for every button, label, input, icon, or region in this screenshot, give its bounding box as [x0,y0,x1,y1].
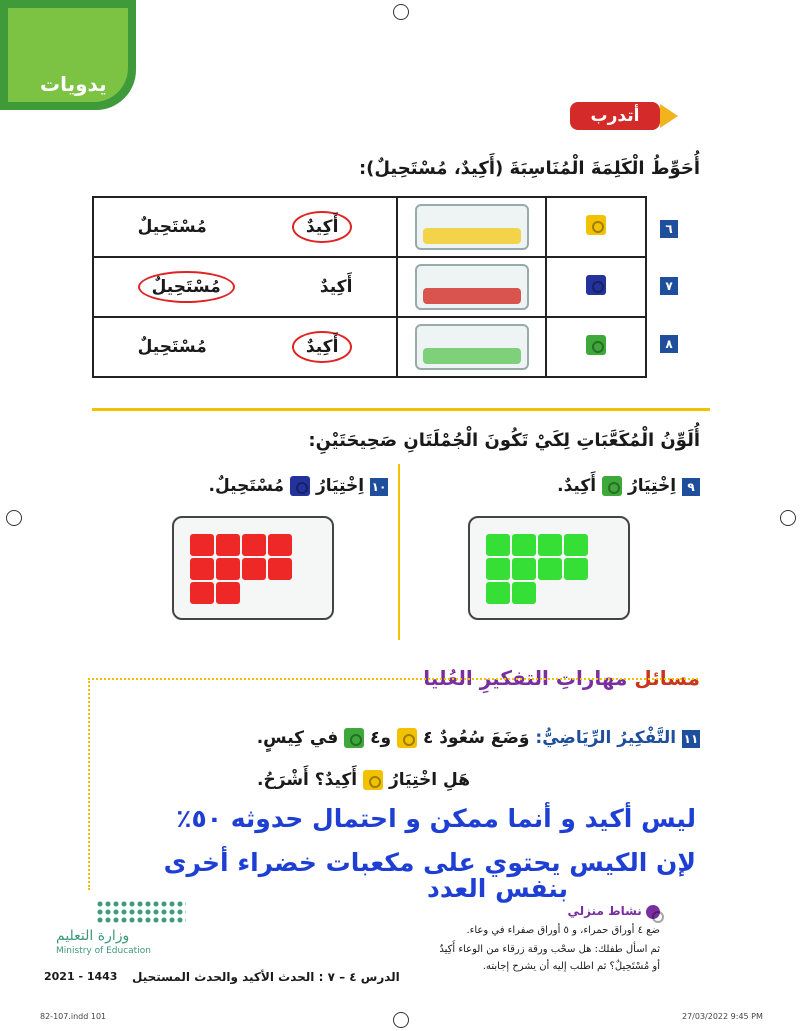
colored-cube [190,558,214,580]
coloring-instruction: أُلَوِّنُ الْمُكَعَّبَاتِ لِكَيْ تَكُونَ الْجُمْلَتَانِ صَحِيحَتَيْنِ: [308,430,700,451]
colored-cube [538,534,562,556]
colored-cube [190,582,214,604]
q10-text-a: اِخْتِيَارُ [315,476,365,496]
q10-line [178,476,388,496]
cube-icon [586,275,606,295]
colored-cube [512,534,536,556]
practice-row [93,257,646,317]
cube-icon [586,215,606,235]
logo-dots-icon [96,900,186,924]
answer-cell [93,257,397,317]
q11-line [220,728,700,748]
registration-mark-icon [6,510,22,526]
word-impossible[interactable]: مُسْتَحِيلٌ [137,337,207,357]
hots-title-a: مسائل [634,666,700,690]
section-divider [92,408,710,411]
word-certain[interactable]: أَكِيدٌ [292,211,352,243]
bag-icon [415,264,529,310]
cube-cell [546,317,646,377]
bag-cell [397,197,546,257]
practice-tag: أتدرب [570,102,660,130]
q9-text-a: اِخْتِيَارُ [627,476,677,496]
hots-dotted-line [88,678,698,680]
home-icon [646,905,660,919]
colored-cube [216,582,240,604]
home-line-2: ثم اسأل طفلك: هل سحْب ورقة زرقاء من الوعاء أَكِيدٌ [439,943,660,955]
colored-cube [512,558,536,580]
green-cube-icon [344,728,364,748]
practice-row [93,197,646,257]
tag-arrow-icon [660,104,678,128]
answer-cell [93,317,397,377]
q11-label: التَّفْكِيرُ الرِّيَاضِيُّ: [535,728,677,748]
colored-cube [216,558,240,580]
colored-cube [538,558,562,580]
cube-cell [546,257,646,317]
home-title: نشاط منزلي [567,904,642,918]
word-certain[interactable]: أَكِيدٌ [292,331,352,363]
colored-cube [190,534,214,556]
q9-text-b: أَكِيدٌ. [557,476,597,496]
hots-title-b: مهاراتِ التفكيرِ العُليا [423,666,628,690]
q9-number: ٩ [682,478,700,496]
question-number: ٧ [660,277,678,295]
handwritten-answer-3: بنفس العدد [427,874,568,903]
vertical-divider [398,464,400,640]
print-file: 82-107.indd 101 [40,1012,107,1021]
cube-cell [546,197,646,257]
handwritten-answer-2: لإن الكيس يحتوي على مكعبات خضراء أخرى [163,848,696,877]
q11-number: ١١ [683,732,699,746]
registration-mark-icon [393,1012,409,1028]
green-cube-icon [602,476,622,496]
question-number: ٨ [660,335,678,353]
word-impossible[interactable]: مُسْتَحِيلٌ [137,217,207,237]
corner-badge [0,0,136,110]
colored-cube [216,534,240,556]
ministry-en: Ministry of Education [56,946,151,956]
colored-cube [486,582,510,604]
colored-cube [242,534,266,556]
colored-cube [564,558,588,580]
colored-cube [268,534,292,556]
practice-instruction: أُحَوِّطُ الْكَلِمَةَ الْمُنَاسِبَةَ (أَكِيدٌ، مُسْتَحِيلٌ): [358,158,700,179]
answer-cell [93,197,397,257]
q10-bag [172,516,334,620]
q10-text-b: مُسْتَحِيلٌ. [208,476,285,496]
q11-text: وَضَعَ سُعُودٌ ٤ [422,728,530,748]
cube-icon [586,335,606,355]
corner-label: يدويات [40,72,107,96]
bag-cell [397,257,546,317]
q11-in-bag: في كِيسٍ. [256,728,339,748]
blue-cube-icon [290,476,310,496]
q11-question [190,770,470,790]
practice-table [92,196,647,378]
q9-line [470,476,700,496]
colored-cube [486,558,510,580]
q10-number: ١٠ [371,480,387,494]
colored-cube [512,582,536,604]
home-line-3: أو مُسْتَحِيلٌ؟ ثم اطلب إليه أن يشرح إجابته. [482,960,660,972]
q9-bag [468,516,630,620]
bag-icon [415,204,529,250]
bag-cell [397,317,546,377]
q11-question-b: أَكِيدٌ؟ أَشْرَحُ. [257,770,358,790]
practice-row [93,317,646,377]
bag-icon [415,324,529,370]
print-date: 27/03/2022 9:45 PM [682,1012,763,1021]
colored-cube [564,534,588,556]
colored-cube [486,534,510,556]
registration-mark-icon [393,4,409,20]
q11-and-four: و٤ [370,728,392,748]
colored-cube [268,558,292,580]
yellow-cube-icon [363,770,383,790]
word-impossible[interactable]: مُسْتَحِيلٌ [138,271,235,303]
q11-question-a: هَلِ اخْتِيَارُ [388,770,470,790]
word-certain[interactable]: أَكِيدٌ [319,277,353,297]
colored-cube [242,558,266,580]
home-line-1: ضع ٤ أوراق حمراء، و ٥ أوراق صفراء في وعاء. [466,924,660,936]
question-number: ٦ [660,220,678,238]
year-label: 2021 - 1443 [44,970,118,983]
ministry-logo [56,900,196,956]
handwritten-answer-1: ليس أكيد و أنما ممكن و احتمال حدوثه ٥٠٪ [176,804,696,833]
registration-mark-icon [780,510,796,526]
ministry-ar: وزارة التعليم [56,928,130,944]
lesson-label: الدرس ٤ – ٧ : الحدث الأكيد والحدث المستحيل [132,970,400,984]
yellow-cube-icon [397,728,417,748]
home-activity [360,904,660,972]
